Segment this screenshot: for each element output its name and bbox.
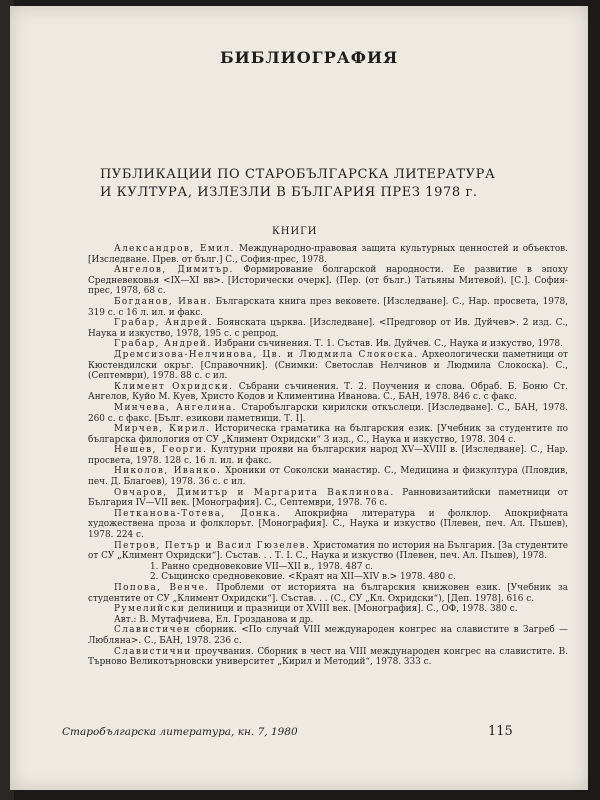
entry-author: Минчева, Ангелина. [114, 402, 237, 413]
entry-author: Славистичен [114, 625, 191, 636]
entry-author: Петров, Петър и Васил Гюзелев. [114, 540, 311, 551]
bibliography-entry [88, 572, 568, 583]
bibliography-entry [88, 625, 568, 646]
bibliography-entry [88, 297, 568, 318]
bibliography-entry [88, 604, 568, 615]
entry-author: Попова, Венче. [114, 583, 210, 593]
entry-text: Историческа граматика на българския език. [Учебник за студентите по българска филология от СУ „Климент Охридски“ 3 изд., С., Наука и изкуство, 1978. 304 с. [88, 424, 568, 445]
publication-title-line-2: И КУЛТУРА, ИЗЛЕЗЛИ В БЪЛГАРИЯ ПРЕЗ 1978 г. [100, 185, 478, 200]
bibliography-entry [88, 350, 568, 382]
entry-text: Боянската църква. [Изследване]. <Предговор от Ив. Дуйчев>. 2 изд. С., Наука и изкуство, 1978, 195 с. с репрод. [88, 318, 568, 339]
footer-journal: Старобългарска литература, кн. 7, 1980 [62, 726, 298, 738]
entry-author: Дремсизова-Нелчинова, Цв. и Людмила Слокоска. [114, 349, 419, 360]
entry-text: делиници и празници от XVIII век. [Монография]. С., ОФ, 1978. 380 с. [185, 604, 518, 615]
entry-text: проучвания. Сборник в чест на VIII международен конгрес на славистите. В. Търново Великотърновски университет „Кирил и Методий“, 1978. 333 с. [88, 646, 568, 668]
entry-author: Овчаров, Димитър и Маргарита Ваклинова. [114, 487, 395, 498]
bibliography-header: БИБЛИОГРАФИЯ [220, 48, 399, 67]
entry-text: Ранновизантийски паметници от България IV—VII век. [Монография]. С., Септември, 1978. 76 с. [88, 487, 568, 509]
page-number: 115 [488, 724, 513, 739]
entry-text: Проблеми от историята на българския книжовен език. [Учебник за студентите от СУ „Климент Охридски“]. Състав. . . (С., СУ „Кл. Охридски“), [Деп. 1978]. 616 с. [88, 583, 568, 604]
bibliography-entry [88, 509, 568, 541]
bibliography-entry [88, 541, 568, 562]
bibliography-entry [88, 445, 568, 466]
bibliography-entry [88, 382, 568, 403]
bibliography-entry [88, 615, 568, 626]
bibliography-entry [88, 265, 568, 297]
entry-text: Авт.: В. Мутафчиева, Ел. Грозданова и др. [114, 614, 314, 625]
document-page [10, 6, 588, 790]
entry-author: Ангелов, Димитър. [114, 265, 234, 276]
entry-author: Мирчев, Кирил. [114, 424, 211, 435]
entry-author: Грабар, Андрей. [114, 339, 212, 350]
entry-text: 1. Ранно средновековие VII—XII в., 1978. 487 с. [150, 561, 373, 572]
bibliography-entry [88, 318, 568, 339]
entry-text: 2. Същинско средновековие. <Краят на XII—XIV в.> 1978. 480 с. [150, 572, 456, 583]
entry-text: Международно-правовая защита культурных ценностей и объектов. [Изследване. Прев. от бълг.] С., София-прес, 1978. [88, 244, 568, 265]
entry-text: Културни прояви на българския народ XV—XVIII в. [Изследване]. С., Нар. просвета, 1978. 128 с. 16 л. ил. и факс. [88, 445, 568, 466]
bibliography-entry [88, 466, 568, 487]
bibliography-entry [88, 488, 568, 509]
entry-author: Богданов, Иван. [114, 296, 212, 307]
entry-text: Хроники от Соколски манастир. С., Медицина и физкултура (Пловдив, печ. Д. Благоев), 1978. 36 с. с ил. [88, 466, 569, 488]
entry-text: Формирование болгарской народности. Ее развитие в эпоху Средневековья <IX—XI вв>. [Исторически очерк]. (Пер. (от бълг.) Татьяны Митевой). [С.]. София-прес, 1978, 68 с. [88, 265, 568, 297]
entry-text: Старобългарски кирилски откъслеци. [Изследване]. С., БАН, 1978. 260 с. с факс. [Бълг. езикови паметници. Т. I]. [88, 402, 568, 424]
bibliography-entry [88, 424, 568, 445]
bibliography-entry [88, 339, 568, 350]
bibliography-entry [88, 562, 568, 573]
entry-author: Александров, Емил. [114, 244, 235, 254]
entry-text: Събрани съчинения. Т. 2. Поучения и слова. Обраб. Б. Боню Ст. Ангелов, Куйо М. Куев, Христо Кодов и Климентина Иванова. С., БАН, 1978. 846 с. с факс. [88, 381, 568, 403]
bibliography-entry [88, 403, 568, 424]
bibliography-entry [88, 583, 568, 604]
publication-title-line-1: ПУБЛИКАЦИИ ПО СТАРОБЪЛГАРСКА ЛИТЕРАТУРА [100, 167, 496, 182]
entry-text: Христоматия по история на България. [За студентите от СУ „Климент Охридски“]. Състав. . . Т. I. С., Наука и изкуство (Плевен, печ. Ал. Пъшев), 1978. [88, 540, 568, 562]
section-title-books: КНИГИ [272, 226, 318, 237]
entry-author: Нешев, Георги. [114, 445, 208, 456]
publication-title [100, 166, 530, 202]
entry-author: Климент Охридски. [114, 381, 234, 392]
bibliography-entry [88, 647, 568, 668]
entry-text: сборник. <По случай VIII международен конгрес на славистите в Загреб — Любляна>. С., БАН, 1978. 236 с. [88, 625, 568, 646]
entry-text: Апокрифна литература и фолклор. Апокрифната художествена проза и фолклорът. [Монография]. С., Наука и изкуство (Плевен, печ. Ал. Пъшев), 1978. 224 с. [88, 508, 568, 541]
bibliography-entry [88, 244, 568, 265]
entry-author: Грабар, Андрей. [114, 318, 213, 329]
entry-author: Румелийски [114, 604, 186, 615]
entry-author: Николов, Иванко. [114, 466, 222, 477]
bibliography-entries [88, 244, 568, 668]
entry-author: Славистични [114, 646, 192, 657]
entry-text: Българската книга през вековете. [Изследване]. С., Нар. просвета, 1978, 319 с. с 16 л. ил. и факс. [88, 296, 568, 318]
entry-text: Избрани съчинения. Т. 1. Състав. Ив. Дуйчев. С., Наука и изкуство, 1978. [211, 339, 563, 350]
entry-text: Археологически паметници от Кюстендилски окръг. [Справочник]. (Снимки: Светослав Нелчинов и Людмила Слокоска). С., (Септември), 1978. 88 с. с ил. [88, 349, 568, 382]
entry-author: Петканова-Тотева, Донка. [114, 508, 282, 519]
